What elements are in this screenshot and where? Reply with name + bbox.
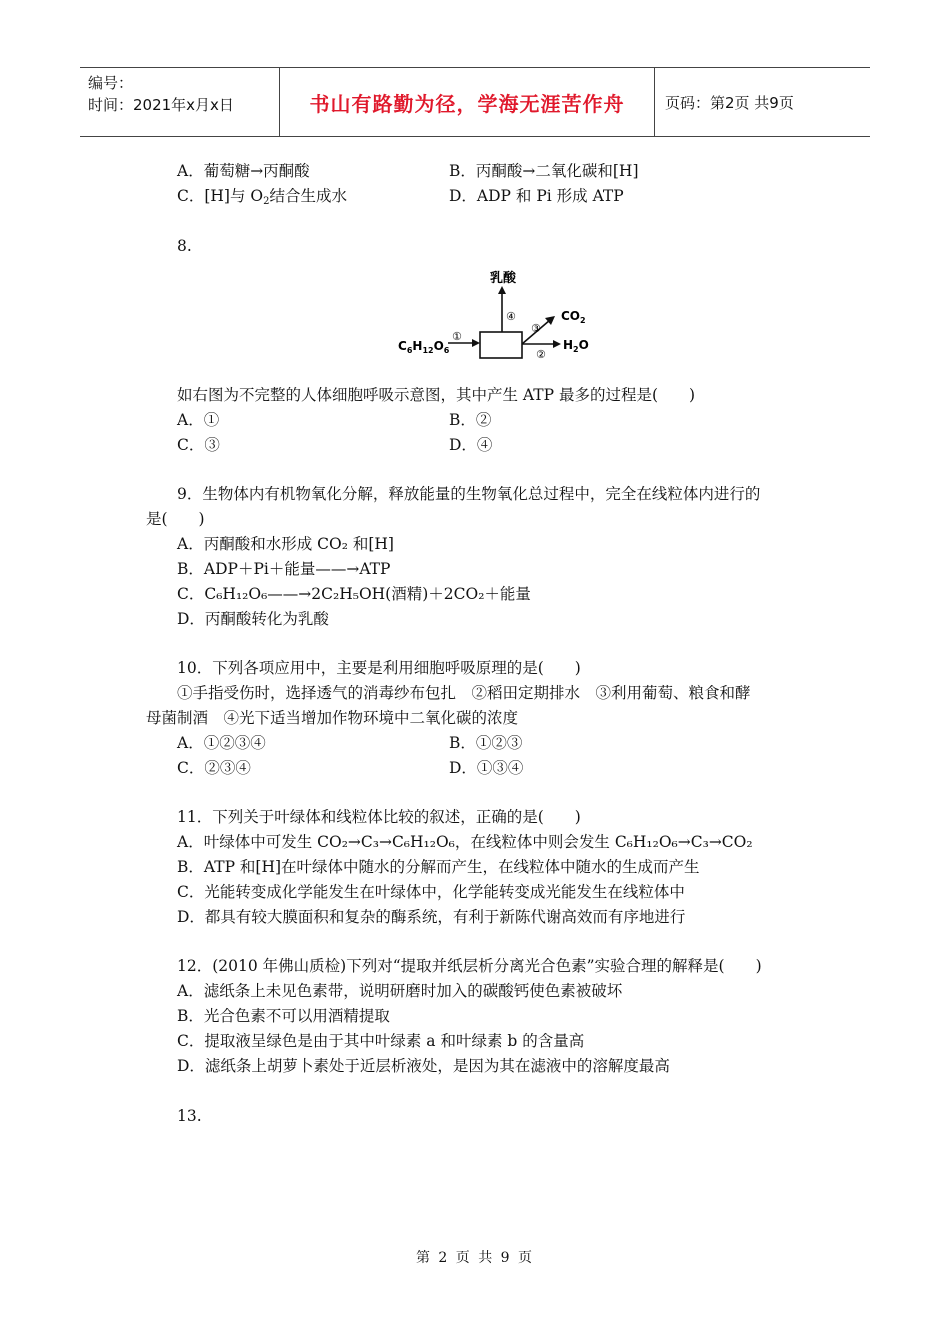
arrowhead-h2o <box>553 340 561 348</box>
q11-option-c: C．光能转变成化学能发生在叶绿体中，化学能转变成光能发生在线粒体中 <box>177 883 685 901</box>
q7-c-sub: 2 <box>263 196 270 207</box>
q7-option-d: D．ADP 和 Pi 形成 ATP <box>449 187 624 205</box>
q7-option-c <box>177 185 347 207</box>
q9-option-c: C．C₆H₁₂O₆——→2C₂H₅OH(酒精)＋2CO₂＋能量 <box>177 585 531 603</box>
q11-stem: 11．下列关于叶绿体和线粒体比较的叙述，正确的是( ) <box>177 808 581 826</box>
q10-option-d: D．①③④ <box>449 759 524 777</box>
page-footer: 第 2 页 共 9 页 <box>415 1250 535 1266</box>
q8-stem: 如右图为不完整的人体细胞呼吸示意图，其中产生 ATP 最多的过程是( ) <box>177 386 696 404</box>
q12-option-a: A．滤纸条上未见色素带，说明研磨时加入的碳酸钙使色素被破坏 <box>177 982 623 1000</box>
time-label: 时间：2021年x月x日 <box>88 96 234 114</box>
q9-option-b: B．ADP＋Pi＋能量——→ATP <box>177 560 391 578</box>
q11-option-a: A．叶绿体中可发生 CO₂→C₃→C₆H₁₂O₆，在线粒体中则会发生 C₆H₁₂O₆→C₃→CO₂ <box>177 833 753 851</box>
q10-items-line2: 母菌制酒 ④光下适当增加作物环境中二氧化碳的浓度 <box>146 709 519 727</box>
h2o-sub: 2 <box>573 345 579 354</box>
q12-option-d: D．滤纸条上胡萝卜素处于近层析液处，是因为其在滤液中的溶解度最高 <box>177 1057 670 1075</box>
q10-stem: 10．下列各项应用中，主要是利用细胞呼吸原理的是( ) <box>177 659 581 677</box>
q7-option-a: A．葡萄糖→丙酮酸 <box>177 162 310 180</box>
q9-stem-line2: 是( ) <box>146 510 205 528</box>
arrowhead-box <box>472 339 480 347</box>
glucose-o: O <box>433 339 444 353</box>
q11-option-b: B．ATP 和[H]在叶绿体中随水的分解而产生，在线粒体中随水的生成而产生 <box>177 858 700 876</box>
page-number-label: 页码：第2页 共9页 <box>665 93 794 112</box>
process-2-marker: ② <box>536 348 546 361</box>
h2o-h: H <box>563 338 574 352</box>
q8-number: 8. <box>177 237 192 255</box>
glucose-sub-12: 12 <box>422 346 434 355</box>
q12-option-b: B．光合色素不可以用酒精提取 <box>177 1007 390 1025</box>
glucose-c: C <box>398 339 407 353</box>
page-header <box>80 67 870 137</box>
q9-option-a: A．丙酮酸和水形成 CO₂ 和[H] <box>177 535 394 553</box>
q8-option-a: A．① <box>177 411 220 429</box>
q7-c-post: 结合生成水 <box>269 187 347 205</box>
respiration-diagram <box>390 262 600 372</box>
q7-c-pre: C．[H]与 O <box>177 187 264 205</box>
header-left-cell <box>80 68 280 136</box>
q8-option-d: D．④ <box>449 436 493 454</box>
q8-option-b: B．② <box>449 411 492 429</box>
glucose-h: H <box>412 339 423 353</box>
h2o-label <box>563 338 589 354</box>
process-3-marker: ③ <box>531 322 541 335</box>
q9-stem-line1: 9．生物体内有机物氧化分解，释放能量的生物氧化总过程中，完全在线粒体内进行的 <box>177 485 761 503</box>
q9-option-d: D．丙酮酸转化为乳酸 <box>177 610 329 628</box>
q12-option-c: C．提取液呈绿色是由于其中叶绿素 a 和叶绿素 b 的含量高 <box>177 1032 585 1050</box>
co2-sub: 2 <box>580 316 586 325</box>
q10-option-c: C．②③④ <box>177 759 251 777</box>
process-1-marker: ① <box>452 330 462 343</box>
h2o-o: O <box>578 338 589 352</box>
q10-items-line1: ①手指受伤时，选择透气的消毒纱布包扎 ②稻田定期排水 ③利用葡萄、粮食和酵 <box>177 684 751 702</box>
lactic-acid-label: 乳酸 <box>490 271 517 286</box>
q13-number: 13. <box>177 1107 202 1125</box>
process-box <box>480 332 522 358</box>
arrowhead-lactic <box>498 286 506 294</box>
q12-stem: 12．(2010 年佛山质检)下列对“提取并纸层析分离光合色素”实验合理的解释是( ) <box>177 957 762 975</box>
q11-option-d: D．都具有较大膜面积和复杂的酶系统，有利于新陈代谢高效而有序地进行 <box>177 908 686 926</box>
header-motto: 书山有路勤为径，学海无涯苦作舟 <box>280 68 655 136</box>
glucose-label <box>398 339 450 355</box>
process-4-marker: ④ <box>506 310 516 323</box>
number-label: 编号： <box>88 74 134 92</box>
q10-option-b: B．①②③ <box>449 734 523 752</box>
glucose-sub-6b: 6 <box>443 346 450 355</box>
q10-option-a: A．①②③④ <box>177 734 266 752</box>
co2-label <box>561 309 586 325</box>
q7-option-b: B．丙酮酸→二氧化碳和[H] <box>449 162 639 180</box>
q8-option-c: C．③ <box>177 436 220 454</box>
co2-text: CO <box>561 309 581 323</box>
glucose-sub-6a: 6 <box>406 346 413 355</box>
